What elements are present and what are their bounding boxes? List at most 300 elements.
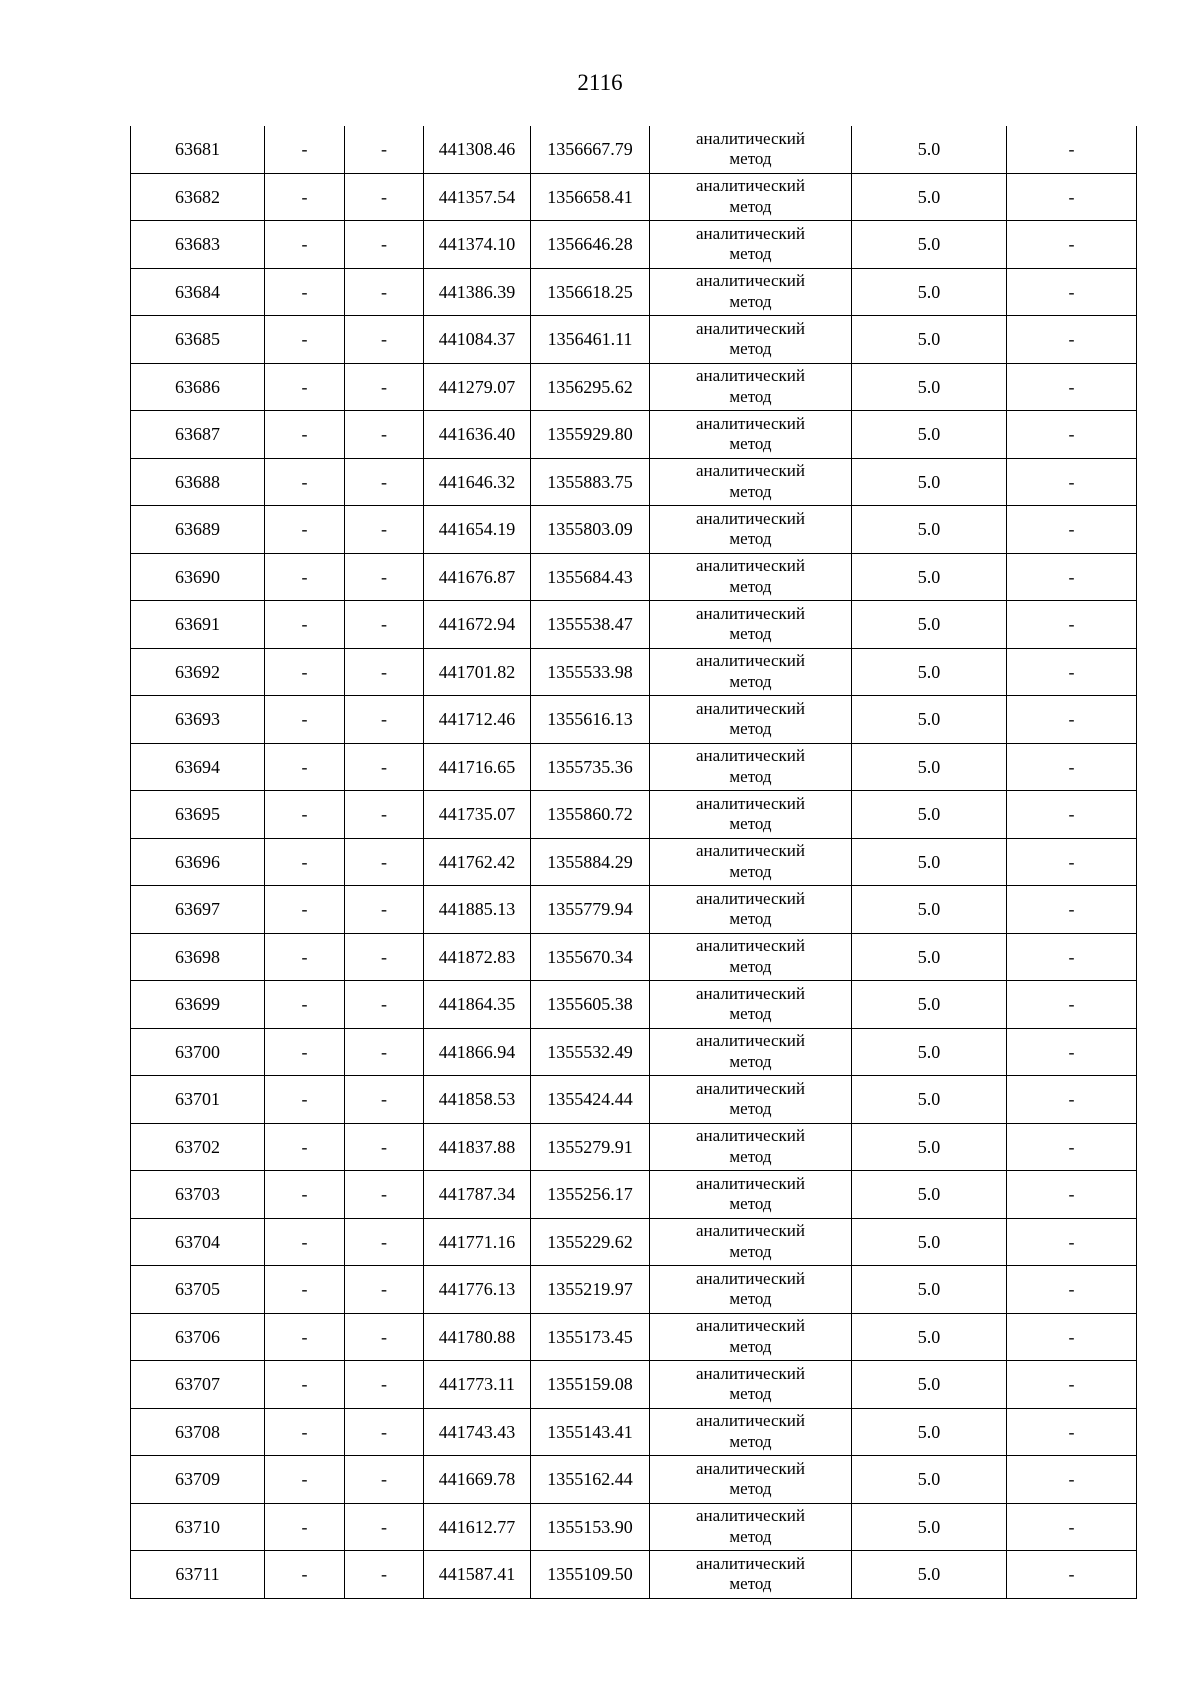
method-text-line: аналитический xyxy=(696,603,805,623)
accuracy-value-cell: 5.0 xyxy=(852,933,1007,981)
x-coordinate-cell: 441837.88 xyxy=(424,1123,531,1171)
table-row xyxy=(131,696,1137,744)
y-coordinate-cell: 1355779.94 xyxy=(531,886,650,934)
column-3-cell: - xyxy=(345,648,424,696)
column-8-cell: - xyxy=(1007,553,1137,601)
y-coordinate-cell: 1356295.62 xyxy=(531,363,650,411)
column-8-cell: - xyxy=(1007,1456,1137,1504)
y-coordinate-cell: 1355229.62 xyxy=(531,1218,650,1266)
method-text-line: аналитический xyxy=(696,271,805,291)
method-text-line: метод xyxy=(729,1004,772,1024)
point-number-cell: 63691 xyxy=(131,601,265,649)
method-text-line: метод xyxy=(729,861,772,881)
column-8-cell: - xyxy=(1007,648,1137,696)
column-2-cell: - xyxy=(265,1408,345,1456)
column-8-cell: - xyxy=(1007,411,1137,459)
method-text-line: метод xyxy=(729,339,772,359)
method-text-line: аналитический xyxy=(696,176,805,196)
table-row xyxy=(131,1123,1137,1171)
point-number-cell: 63706 xyxy=(131,1313,265,1361)
column-2-cell: - xyxy=(265,1218,345,1266)
column-3-cell: - xyxy=(345,1028,424,1076)
point-number-cell: 63683 xyxy=(131,221,265,269)
column-2-cell: - xyxy=(265,1171,345,1219)
method-cell xyxy=(650,1361,852,1409)
y-coordinate-cell: 1356667.79 xyxy=(531,126,650,173)
table-row xyxy=(131,1456,1137,1504)
point-number-cell: 63696 xyxy=(131,838,265,886)
column-8-cell: - xyxy=(1007,1028,1137,1076)
column-2-cell: - xyxy=(265,696,345,744)
column-3-cell: - xyxy=(345,1266,424,1314)
point-number-cell: 63700 xyxy=(131,1028,265,1076)
column-3-cell: - xyxy=(345,981,424,1029)
method-text-line: метод xyxy=(729,1336,772,1356)
point-number-cell: 63704 xyxy=(131,1218,265,1266)
y-coordinate-cell: 1355173.45 xyxy=(531,1313,650,1361)
method-cell xyxy=(650,601,852,649)
accuracy-value-cell: 5.0 xyxy=(852,221,1007,269)
column-2-cell: - xyxy=(265,268,345,316)
accuracy-value-cell: 5.0 xyxy=(852,1408,1007,1456)
table-row xyxy=(131,1076,1137,1124)
method-text-line: метод xyxy=(729,1384,772,1404)
table-row xyxy=(131,126,1137,173)
x-coordinate-cell: 441612.77 xyxy=(424,1503,531,1551)
method-text-line: аналитический xyxy=(696,1126,805,1146)
column-2-cell: - xyxy=(265,743,345,791)
method-text-line: метод xyxy=(729,386,772,406)
method-cell xyxy=(650,1028,852,1076)
point-number-cell: 63707 xyxy=(131,1361,265,1409)
column-2-cell: - xyxy=(265,553,345,601)
column-8-cell: - xyxy=(1007,268,1137,316)
column-3-cell: - xyxy=(345,316,424,364)
y-coordinate-cell: 1356618.25 xyxy=(531,268,650,316)
column-2-cell: - xyxy=(265,316,345,364)
column-2-cell: - xyxy=(265,1266,345,1314)
table-row xyxy=(131,1361,1137,1409)
column-3-cell: - xyxy=(345,126,424,173)
column-2-cell: - xyxy=(265,1456,345,1504)
point-number-cell: 63705 xyxy=(131,1266,265,1314)
accuracy-value-cell: 5.0 xyxy=(852,1361,1007,1409)
y-coordinate-cell: 1355532.49 xyxy=(531,1028,650,1076)
y-coordinate-cell: 1355256.17 xyxy=(531,1171,650,1219)
column-3-cell: - xyxy=(345,886,424,934)
accuracy-value-cell: 5.0 xyxy=(852,1313,1007,1361)
x-coordinate-cell: 441773.11 xyxy=(424,1361,531,1409)
column-8-cell: - xyxy=(1007,933,1137,981)
method-text-line: метод xyxy=(729,1431,772,1451)
column-2-cell: - xyxy=(265,1361,345,1409)
method-text-line: аналитический xyxy=(696,366,805,386)
column-2-cell: - xyxy=(265,601,345,649)
accuracy-value-cell: 5.0 xyxy=(852,1266,1007,1314)
method-cell xyxy=(650,506,852,554)
column-2-cell: - xyxy=(265,886,345,934)
method-text-line: аналитический xyxy=(696,128,805,148)
point-number-cell: 63708 xyxy=(131,1408,265,1456)
accuracy-value-cell: 5.0 xyxy=(852,1456,1007,1504)
table-row xyxy=(131,1171,1137,1219)
column-8-cell: - xyxy=(1007,1076,1137,1124)
column-3-cell: - xyxy=(345,268,424,316)
method-text-line: аналитический xyxy=(696,318,805,338)
column-3-cell: - xyxy=(345,1218,424,1266)
method-text-line: аналитический xyxy=(696,223,805,243)
method-text-line: метод xyxy=(729,719,772,739)
y-coordinate-cell: 1355109.50 xyxy=(531,1551,650,1599)
point-number-cell: 63694 xyxy=(131,743,265,791)
x-coordinate-cell: 441716.65 xyxy=(424,743,531,791)
x-coordinate-cell: 441776.13 xyxy=(424,1266,531,1314)
method-text-line: аналитический xyxy=(696,1078,805,1098)
y-coordinate-cell: 1355684.43 xyxy=(531,553,650,601)
method-text-line: аналитический xyxy=(696,841,805,861)
column-2-cell: - xyxy=(265,506,345,554)
y-coordinate-cell: 1355538.47 xyxy=(531,601,650,649)
method-text-line: метод xyxy=(729,196,772,216)
column-8-cell: - xyxy=(1007,1313,1137,1361)
coordinates-table xyxy=(130,126,1137,1599)
method-text-line: метод xyxy=(729,1289,772,1309)
table-row xyxy=(131,838,1137,886)
x-coordinate-cell: 441864.35 xyxy=(424,981,531,1029)
method-cell xyxy=(650,221,852,269)
table-row xyxy=(131,981,1137,1029)
method-cell xyxy=(650,458,852,506)
accuracy-value-cell: 5.0 xyxy=(852,981,1007,1029)
y-coordinate-cell: 1355159.08 xyxy=(531,1361,650,1409)
column-8-cell: - xyxy=(1007,173,1137,221)
table-row xyxy=(131,1028,1137,1076)
column-3-cell: - xyxy=(345,221,424,269)
x-coordinate-cell: 441780.88 xyxy=(424,1313,531,1361)
method-text-line: аналитический xyxy=(696,698,805,718)
method-text-line: метод xyxy=(729,1099,772,1119)
y-coordinate-cell: 1355279.91 xyxy=(531,1123,650,1171)
method-cell xyxy=(650,173,852,221)
x-coordinate-cell: 441676.87 xyxy=(424,553,531,601)
column-8-cell: - xyxy=(1007,743,1137,791)
x-coordinate-cell: 441646.32 xyxy=(424,458,531,506)
column-3-cell: - xyxy=(345,696,424,744)
column-2-cell: - xyxy=(265,981,345,1029)
x-coordinate-cell: 441858.53 xyxy=(424,1076,531,1124)
table-row xyxy=(131,601,1137,649)
point-number-cell: 63701 xyxy=(131,1076,265,1124)
method-text-line: аналитический xyxy=(696,888,805,908)
method-text-line: аналитический xyxy=(696,1031,805,1051)
method-text-line: аналитический xyxy=(696,746,805,766)
method-cell xyxy=(650,316,852,364)
method-cell xyxy=(650,696,852,744)
column-8-cell: - xyxy=(1007,838,1137,886)
table-row xyxy=(131,411,1137,459)
point-number-cell: 63710 xyxy=(131,1503,265,1551)
y-coordinate-cell: 1355883.75 xyxy=(531,458,650,506)
method-cell xyxy=(650,1551,852,1599)
method-cell xyxy=(650,886,852,934)
table-row xyxy=(131,1266,1137,1314)
method-cell xyxy=(650,1171,852,1219)
accuracy-value-cell: 5.0 xyxy=(852,838,1007,886)
accuracy-value-cell: 5.0 xyxy=(852,743,1007,791)
accuracy-value-cell: 5.0 xyxy=(852,1551,1007,1599)
point-number-cell: 63682 xyxy=(131,173,265,221)
method-text-line: метод xyxy=(729,576,772,596)
method-text-line: аналитический xyxy=(696,1268,805,1288)
column-8-cell: - xyxy=(1007,1266,1137,1314)
method-text-line: метод xyxy=(729,434,772,454)
point-number-cell: 63688 xyxy=(131,458,265,506)
point-number-cell: 63697 xyxy=(131,886,265,934)
table-row xyxy=(131,173,1137,221)
column-2-cell: - xyxy=(265,1503,345,1551)
method-cell xyxy=(650,791,852,839)
table-row xyxy=(131,1313,1137,1361)
method-cell xyxy=(650,1123,852,1171)
point-number-cell: 63687 xyxy=(131,411,265,459)
method-cell xyxy=(650,126,852,173)
column-2-cell: - xyxy=(265,1028,345,1076)
column-8-cell: - xyxy=(1007,1551,1137,1599)
method-text-line: аналитический xyxy=(696,556,805,576)
method-text-line: метод xyxy=(729,1241,772,1261)
accuracy-value-cell: 5.0 xyxy=(852,1123,1007,1171)
method-cell xyxy=(650,1218,852,1266)
method-cell xyxy=(650,1503,852,1551)
column-8-cell: - xyxy=(1007,1171,1137,1219)
method-cell xyxy=(650,268,852,316)
method-text-line: метод xyxy=(729,1574,772,1594)
table-row xyxy=(131,316,1137,364)
table-row xyxy=(131,1218,1137,1266)
method-cell xyxy=(650,363,852,411)
column-2-cell: - xyxy=(265,1313,345,1361)
x-coordinate-cell: 441587.41 xyxy=(424,1551,531,1599)
table-row xyxy=(131,743,1137,791)
accuracy-value-cell: 5.0 xyxy=(852,173,1007,221)
x-coordinate-cell: 441386.39 xyxy=(424,268,531,316)
column-3-cell: - xyxy=(345,363,424,411)
method-cell xyxy=(650,1313,852,1361)
point-number-cell: 63711 xyxy=(131,1551,265,1599)
point-number-cell: 63693 xyxy=(131,696,265,744)
column-3-cell: - xyxy=(345,601,424,649)
method-text-line: аналитический xyxy=(696,461,805,481)
table-body xyxy=(131,126,1137,1598)
method-text-line: метод xyxy=(729,1479,772,1499)
accuracy-value-cell: 5.0 xyxy=(852,1076,1007,1124)
y-coordinate-cell: 1355219.97 xyxy=(531,1266,650,1314)
accuracy-value-cell: 5.0 xyxy=(852,696,1007,744)
column-8-cell: - xyxy=(1007,126,1137,173)
column-2-cell: - xyxy=(265,1123,345,1171)
method-text-line: метод xyxy=(729,149,772,169)
column-8-cell: - xyxy=(1007,1408,1137,1456)
column-8-cell: - xyxy=(1007,696,1137,744)
y-coordinate-cell: 1355424.44 xyxy=(531,1076,650,1124)
x-coordinate-cell: 441701.82 xyxy=(424,648,531,696)
column-3-cell: - xyxy=(345,1076,424,1124)
point-number-cell: 63685 xyxy=(131,316,265,364)
accuracy-value-cell: 5.0 xyxy=(852,458,1007,506)
x-coordinate-cell: 441872.83 xyxy=(424,933,531,981)
method-cell xyxy=(650,981,852,1029)
method-cell xyxy=(650,553,852,601)
column-3-cell: - xyxy=(345,1171,424,1219)
x-coordinate-cell: 441672.94 xyxy=(424,601,531,649)
column-3-cell: - xyxy=(345,1361,424,1409)
method-text-line: аналитический xyxy=(696,651,805,671)
table-row xyxy=(131,458,1137,506)
method-cell xyxy=(650,743,852,791)
table-row xyxy=(131,506,1137,554)
point-number-cell: 63695 xyxy=(131,791,265,839)
method-text-line: метод xyxy=(729,529,772,549)
column-3-cell: - xyxy=(345,173,424,221)
table-row xyxy=(131,1408,1137,1456)
y-coordinate-cell: 1355735.36 xyxy=(531,743,650,791)
method-text-line: аналитический xyxy=(696,508,805,528)
y-coordinate-cell: 1355143.41 xyxy=(531,1408,650,1456)
point-number-cell: 63698 xyxy=(131,933,265,981)
y-coordinate-cell: 1355860.72 xyxy=(531,791,650,839)
column-3-cell: - xyxy=(345,1123,424,1171)
x-coordinate-cell: 441279.07 xyxy=(424,363,531,411)
column-8-cell: - xyxy=(1007,1123,1137,1171)
method-cell xyxy=(650,933,852,981)
x-coordinate-cell: 441357.54 xyxy=(424,173,531,221)
y-coordinate-cell: 1355616.13 xyxy=(531,696,650,744)
column-3-cell: - xyxy=(345,458,424,506)
accuracy-value-cell: 5.0 xyxy=(852,1218,1007,1266)
y-coordinate-cell: 1355803.09 xyxy=(531,506,650,554)
method-text-line: аналитический xyxy=(696,1553,805,1573)
accuracy-value-cell: 5.0 xyxy=(852,126,1007,173)
column-8-cell: - xyxy=(1007,886,1137,934)
method-text-line: аналитический xyxy=(696,413,805,433)
column-2-cell: - xyxy=(265,1551,345,1599)
method-text-line: аналитический xyxy=(696,793,805,813)
y-coordinate-cell: 1356461.11 xyxy=(531,316,650,364)
method-text-line: метод xyxy=(729,1051,772,1071)
x-coordinate-cell: 441743.43 xyxy=(424,1408,531,1456)
y-coordinate-cell: 1356658.41 xyxy=(531,173,650,221)
column-8-cell: - xyxy=(1007,1218,1137,1266)
column-3-cell: - xyxy=(345,933,424,981)
y-coordinate-cell: 1355929.80 xyxy=(531,411,650,459)
column-8-cell: - xyxy=(1007,363,1137,411)
accuracy-value-cell: 5.0 xyxy=(852,1503,1007,1551)
method-text-line: метод xyxy=(729,766,772,786)
method-text-line: аналитический xyxy=(696,936,805,956)
y-coordinate-cell: 1355605.38 xyxy=(531,981,650,1029)
page-number: 2116 xyxy=(577,70,623,95)
table-row xyxy=(131,1503,1137,1551)
point-number-cell: 63702 xyxy=(131,1123,265,1171)
column-3-cell: - xyxy=(345,1408,424,1456)
column-3-cell: - xyxy=(345,838,424,886)
column-2-cell: - xyxy=(265,838,345,886)
method-cell xyxy=(650,648,852,696)
method-text-line: метод xyxy=(729,624,772,644)
column-8-cell: - xyxy=(1007,1361,1137,1409)
table-row xyxy=(131,1551,1137,1599)
column-2-cell: - xyxy=(265,126,345,173)
x-coordinate-cell: 441374.10 xyxy=(424,221,531,269)
column-3-cell: - xyxy=(345,1503,424,1551)
column-2-cell: - xyxy=(265,173,345,221)
table-row xyxy=(131,363,1137,411)
column-3-cell: - xyxy=(345,553,424,601)
point-number-cell: 63703 xyxy=(131,1171,265,1219)
y-coordinate-cell: 1355670.34 xyxy=(531,933,650,981)
x-coordinate-cell: 441735.07 xyxy=(424,791,531,839)
table-row xyxy=(131,268,1137,316)
point-number-cell: 63689 xyxy=(131,506,265,554)
y-coordinate-cell: 1355884.29 xyxy=(531,838,650,886)
x-coordinate-cell: 441885.13 xyxy=(424,886,531,934)
table-row xyxy=(131,648,1137,696)
point-number-cell: 63681 xyxy=(131,126,265,173)
method-cell xyxy=(650,1408,852,1456)
column-3-cell: - xyxy=(345,791,424,839)
x-coordinate-cell: 441669.78 xyxy=(424,1456,531,1504)
method-text-line: метод xyxy=(729,1194,772,1214)
x-coordinate-cell: 441308.46 xyxy=(424,126,531,173)
column-3-cell: - xyxy=(345,1456,424,1504)
table-row xyxy=(131,221,1137,269)
column-8-cell: - xyxy=(1007,791,1137,839)
point-number-cell: 63699 xyxy=(131,981,265,1029)
column-3-cell: - xyxy=(345,506,424,554)
x-coordinate-cell: 441762.42 xyxy=(424,838,531,886)
x-coordinate-cell: 441787.34 xyxy=(424,1171,531,1219)
method-text-line: метод xyxy=(729,481,772,501)
method-cell xyxy=(650,1266,852,1314)
column-8-cell: - xyxy=(1007,316,1137,364)
column-8-cell: - xyxy=(1007,601,1137,649)
column-2-cell: - xyxy=(265,791,345,839)
method-text-line: метод xyxy=(729,671,772,691)
accuracy-value-cell: 5.0 xyxy=(852,506,1007,554)
point-number-cell: 63692 xyxy=(131,648,265,696)
method-text-line: метод xyxy=(729,244,772,264)
table-row xyxy=(131,933,1137,981)
method-text-line: аналитический xyxy=(696,983,805,1003)
accuracy-value-cell: 5.0 xyxy=(852,791,1007,839)
column-3-cell: - xyxy=(345,411,424,459)
column-2-cell: - xyxy=(265,363,345,411)
method-cell xyxy=(650,411,852,459)
method-text-line: аналитический xyxy=(696,1506,805,1526)
table-row xyxy=(131,553,1137,601)
column-2-cell: - xyxy=(265,648,345,696)
column-8-cell: - xyxy=(1007,981,1137,1029)
y-coordinate-cell: 1355153.90 xyxy=(531,1503,650,1551)
y-coordinate-cell: 1355533.98 xyxy=(531,648,650,696)
method-text-line: аналитический xyxy=(696,1316,805,1336)
accuracy-value-cell: 5.0 xyxy=(852,316,1007,364)
method-text-line: аналитический xyxy=(696,1411,805,1431)
accuracy-value-cell: 5.0 xyxy=(852,411,1007,459)
column-8-cell: - xyxy=(1007,506,1137,554)
method-text-line: аналитический xyxy=(696,1363,805,1383)
accuracy-value-cell: 5.0 xyxy=(852,553,1007,601)
